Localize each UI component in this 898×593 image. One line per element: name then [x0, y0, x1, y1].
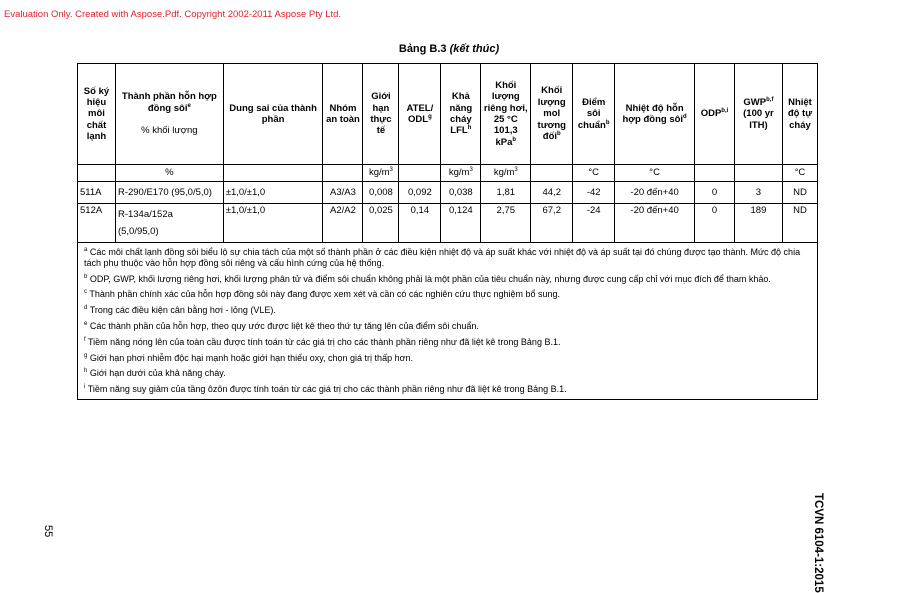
cell-odp: 0 [695, 204, 735, 243]
cell-limit: 0,008 [363, 182, 399, 204]
header-composition [115, 64, 223, 165]
note-item [84, 247, 811, 269]
cell-mol: 67,2 [531, 204, 573, 243]
header-azeotrope-temp [615, 64, 695, 165]
cell-id: 512A [78, 204, 116, 243]
cell-group: A2/A2 [323, 204, 363, 243]
note-item [84, 305, 811, 316]
header-gwp-sub: (100 yr ITH) [743, 108, 774, 131]
header-azeotrope-temp-sup: d [683, 113, 687, 120]
header-gwp [734, 64, 782, 165]
note-text: Tiềm năng suy giảm của tầng ôzôn được tính toán từ các giá trị cho các thành phần riêng như đã liệt kê trong Bảng B.1. [87, 384, 567, 395]
page-number: 55 [42, 525, 54, 538]
cell-temp: -20 đến+40 [615, 204, 695, 243]
header-atel [399, 64, 441, 165]
cell-atel: 0,092 [399, 182, 441, 204]
header-gwp-label: GWP [743, 96, 767, 108]
notes-row [78, 243, 818, 400]
cell-density: 1,81 [481, 182, 531, 204]
note-mark: g [84, 352, 88, 359]
header-composition-sub: % khối lượng [141, 125, 198, 137]
unit-text: kg/m [493, 167, 515, 179]
unit-sup: 3 [469, 167, 473, 174]
note-mark: d [84, 305, 88, 312]
cell-composition-line1: R-134a/152a [117, 209, 173, 221]
header-molar-mass [531, 64, 573, 165]
header-autoignition: Nhiệt độ tự cháy [782, 64, 817, 165]
unit-text: kg/m [448, 167, 470, 179]
unit-sup: 3 [389, 167, 393, 174]
note-item [84, 274, 811, 285]
cell-composition-line2: (5,0/95,0) [117, 225, 159, 237]
cell-auto: ND [782, 204, 817, 243]
caption-label: Bảng B.3 [398, 43, 447, 55]
header-vapour-density-label: Khối lượng riêng hơi, 25 °C 101,3 kPa [483, 79, 528, 148]
note-item [84, 384, 811, 395]
unit-boiling-point: °C [573, 165, 615, 182]
cell-id: 511A [78, 182, 116, 204]
cell-tolerance: ±1,0/±1,0 [223, 182, 323, 204]
header-composition-sup: e [187, 102, 191, 109]
note-text: Các thành phần của hỗn hợp, theo quy ước được liệt kê theo thứ tự tăng lên của điểm sôi chuẩn. [89, 320, 479, 331]
cell-lfl: 0,038 [441, 182, 481, 204]
cell-density: 2,75 [481, 204, 531, 243]
unit-cell [223, 165, 323, 182]
note-mark: b [84, 273, 88, 280]
header-azeotrope-temp-label: Nhiệt độ hỗn hợp đồng sôi [622, 102, 684, 126]
note-text: Tiềm năng nóng lên của toàn cầu được tính toán từ các giá trị cho các thành phần riêng như đã liệt kê trong Bảng B.1. [88, 336, 561, 347]
unit-cell [734, 165, 782, 182]
unit-cell [78, 165, 116, 182]
header-row [78, 64, 818, 165]
header-molar-mass-label: Khối lượng mol tương đối [537, 85, 566, 143]
header-lfl-label: Khả năng cháy LFL [449, 91, 473, 137]
cell-gwp: 3 [734, 182, 782, 204]
note-text: Giới hạn phơi nhiễm độc hại mạnh hoặc giới hạn thiếu oxy, chọn giá trị thấp hơn. [89, 352, 413, 363]
note-item [84, 337, 811, 348]
note-text: Thành phần chính xác của hỗn hợp đồng sôi này đang được xem xét và cần có các nghiên cứu thực nghiệm bổ sung. [89, 289, 561, 300]
cell-group: A3/A3 [323, 182, 363, 204]
header-vapour-density-sup: b [512, 136, 517, 143]
table-row [78, 182, 818, 204]
cell-atel: 0,14 [399, 204, 441, 243]
header-lfl [441, 64, 481, 165]
header-practical-limit: Giới hạn thực tế [363, 64, 399, 165]
note-mark: h [84, 368, 88, 375]
refrigerant-table [77, 63, 818, 400]
cell-limit: 0,025 [363, 204, 399, 243]
unit-vapour-density [481, 165, 531, 182]
unit-cell [399, 165, 441, 182]
note-item [84, 289, 811, 300]
header-boiling-point-sup: b [605, 119, 610, 126]
header-odp [695, 64, 735, 165]
note-mark: a [84, 247, 88, 253]
cell-bp: -24 [573, 204, 615, 243]
cell-composition: R-290/E170 (95,0/5,0) [115, 182, 223, 204]
units-row [78, 165, 818, 182]
note-text: Các môi chất lạnh đồng sôi biểu lộ sự chia tách của một số thành phần ở các điều kiện nhiệt độ và áp suất khác với nhiệt độ và áp suất tại đó chúng được tạo thành. Mức độ chia tách phụ thuộc vào hỗn hợp đồng sôi riêng và cấu hình cứng của hệ thống. [84, 247, 801, 268]
unit-lfl [441, 165, 481, 182]
header-vapour-density [481, 64, 531, 165]
table-row [78, 204, 818, 243]
header-boiling-point [573, 64, 615, 165]
cell-temp: -20 đến+40 [615, 182, 695, 204]
table-caption [0, 43, 898, 55]
cell-auto: ND [782, 182, 817, 204]
unit-practical-limit [363, 165, 399, 182]
header-odp-label: ODP [700, 108, 722, 120]
unit-cell [531, 165, 573, 182]
standard-number: TCVN 6104-1:2015 [812, 493, 824, 593]
cell-bp: -42 [573, 182, 615, 204]
cell-mol: 44,2 [531, 182, 573, 204]
header-boiling-point-label: Điểm sôi chuẩn [577, 96, 606, 131]
unit-autoignition: °C [782, 165, 817, 182]
header-lfl-sup: h [467, 125, 472, 132]
note-mark: f [84, 336, 86, 343]
unit-composition: % [115, 165, 223, 182]
note-text: ODP, GWP, khối lượng riêng hơi, khối lượng phân tử và điểm sôi chuẩn không phải là một phần của tiêu chuẩn này, nhưng được cung cấp chỉ với mục đích để tham khảo. [89, 273, 771, 284]
cell-tolerance: ±1,0/±1,0 [223, 204, 323, 243]
unit-cell [695, 165, 735, 182]
note-text: Giới hạn dưới của khả năng cháy. [89, 368, 226, 379]
note-mark: e [84, 320, 88, 327]
watermark-text: Evaluation Only. Created with Aspose.Pdf. Copyright 2002-2011 Aspose Pty Ltd. [4, 9, 342, 20]
note-mark: i [84, 384, 86, 391]
note-item [84, 321, 811, 332]
header-refrigerant-id: Số ký hiệu môi chất lạnh [78, 64, 116, 165]
unit-azeotrope-temp: °C [615, 165, 695, 182]
cell-gwp: 189 [734, 204, 782, 243]
cell-lfl: 0,124 [441, 204, 481, 243]
header-molar-mass-sup: b [557, 131, 561, 137]
unit-sup: 3 [514, 167, 518, 174]
unit-cell [323, 165, 363, 182]
note-item [84, 353, 811, 364]
header-safety-group: Nhóm an toàn [323, 64, 363, 165]
cell-odp: 0 [695, 182, 735, 204]
header-odp-sup: b,i [721, 108, 729, 115]
cell-composition [115, 204, 223, 243]
unit-text: kg/m [368, 167, 390, 179]
caption-note: (kết thúc) [449, 43, 500, 55]
note-item [84, 368, 811, 379]
header-tolerance: Dung sai của thành phần [223, 64, 323, 165]
header-gwp-sup: b,f [766, 96, 774, 103]
header-atel-sup: g [428, 113, 432, 120]
note-mark: c [84, 289, 87, 296]
header-atel-label: ATEL/ ODL [406, 102, 434, 126]
header-composition-label: Thành phần hỗn hợp đồng sôi [121, 91, 217, 114]
table-notes [78, 243, 818, 400]
note-text: Trong các điều kiện cân bằng hơi - lỏng (VLE). [89, 305, 276, 316]
